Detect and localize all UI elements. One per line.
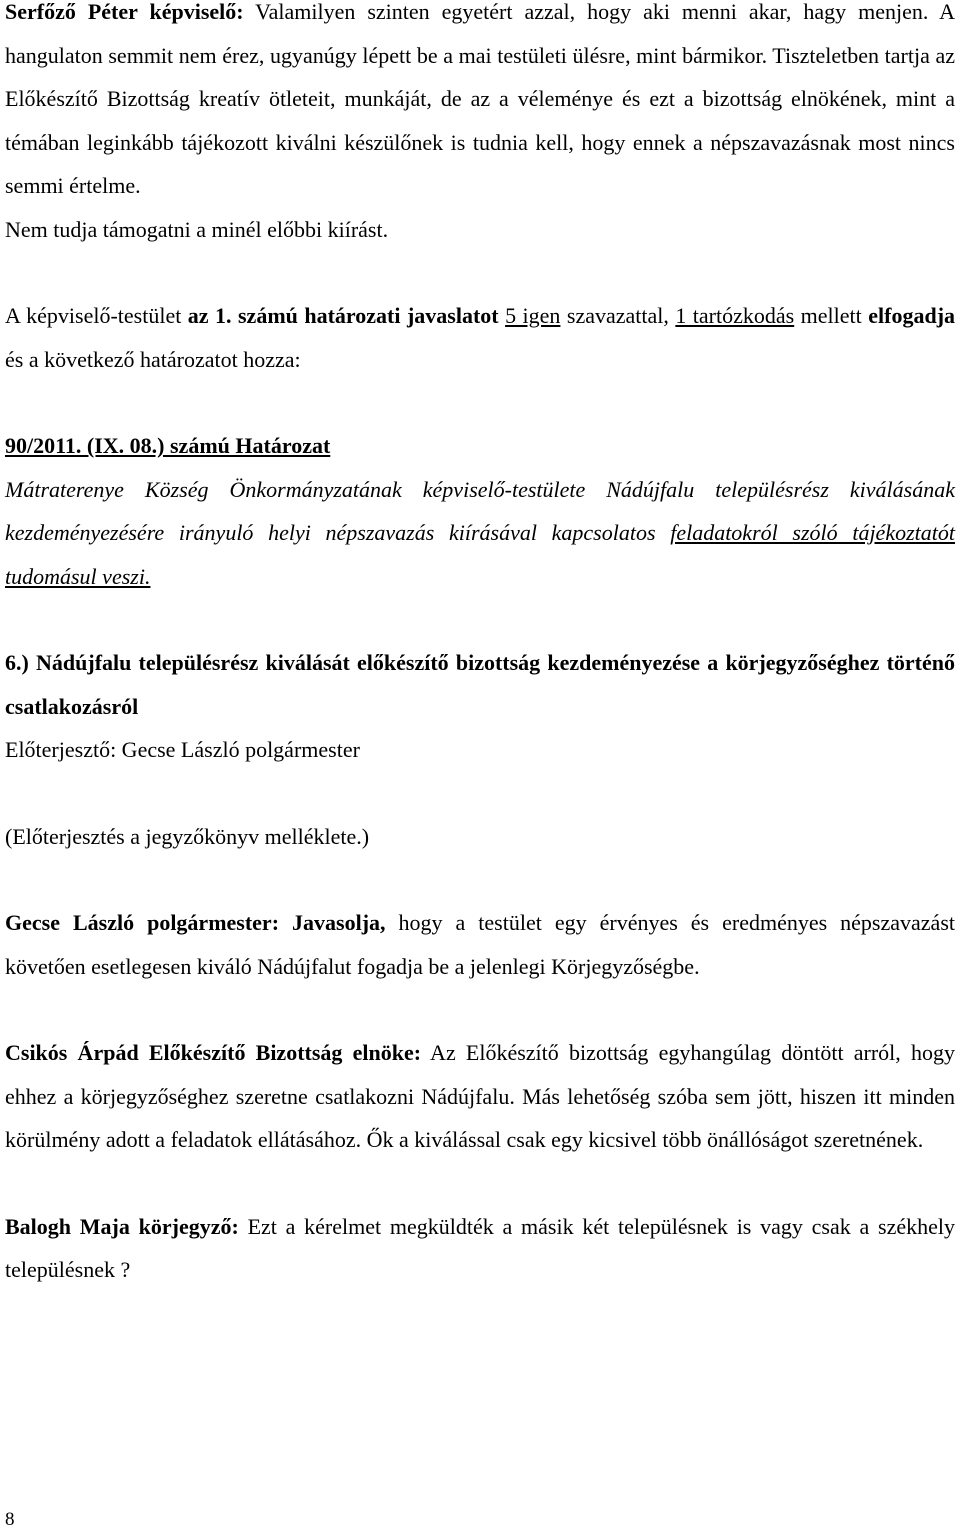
vote-text: A képviselő-testület xyxy=(5,303,188,328)
resolution-title-text: 90/2011. (IX. 08.) számú Határozat xyxy=(5,433,331,458)
attachment-note: (Előterjesztés a jegyzőkönyv melléklete.) xyxy=(5,823,370,849)
resolution-text xyxy=(5,468,955,599)
speaker-serfozo: Serfőző Péter képviselő: xyxy=(5,0,244,24)
vote-text: mellett xyxy=(794,303,869,328)
vote-text: szavazattal, xyxy=(560,303,676,328)
document-page xyxy=(5,0,955,1292)
speaker-gecse: Gecse László polgármester: Javasolja, xyxy=(5,910,386,935)
vote-abstain-count: 1 tartózkodás xyxy=(675,303,795,328)
paragraph-csikos xyxy=(5,1031,955,1162)
vote-decision: elfogadja xyxy=(868,303,956,328)
speaker-csikos: Csikós Árpád Előkészítő Bizottság elnöke: xyxy=(5,1040,422,1065)
agenda-item-heading xyxy=(5,641,955,728)
paragraph-serfozo xyxy=(5,0,955,208)
paragraph-balogh xyxy=(5,1205,955,1292)
speaker-balogh: Balogh Maja körjegyző: xyxy=(5,1213,239,1239)
resolution-title xyxy=(5,424,955,468)
agenda-item-title: 6.) Nádújfalu településrész kiválását előkészítő bizottság kezdeményezése a körjegyzőséghez történő csatlakozásról xyxy=(5,650,955,719)
paragraph-serfozo-2: Nem tudja támogatni a minél előbbi kiírást. xyxy=(5,216,389,242)
page-number: 8 xyxy=(5,1509,15,1530)
resolution-body-underlined: feladatokról szóló tájékoztatót tudomásul veszi. xyxy=(5,520,955,589)
vote-text: és a következő határozatot hozza: xyxy=(5,346,301,372)
paragraph-gecse xyxy=(5,901,955,988)
vote-paragraph xyxy=(5,294,955,381)
paragraph-text: hogy a testület egy érvényes és eredményes népszavazást követően esetlegesen kiváló Nádújfalut fogadja be a jelenlegi Körjegyzőségbe. xyxy=(5,910,955,979)
paragraph-text: Ezt a kérelmet megküldték a másik két településnek is vagy csak a székhely településnek ? xyxy=(5,1213,955,1282)
paragraph-text: Valamilyen szinten egyetért azzal, hogy aki menni akar, hagy menjen. A hangulaton semmit nem érez, ugyanúgy lépett be a mai testületi ülésre, mint bármikor. Tiszteletben tartja az Előkészítő Bizottság kreatív ötleteit, munkáját, de az a véleménye és ezt a bizottság elnökének, mint a témában leginkább tájékozott kiválni készülőnek is tudnia kell, hogy ennek a népszavazásnak most nincs semmi értelme. xyxy=(5,0,955,198)
paragraph-text: Az Előkészítő bizottság egyhangúlag döntött arról, hogy ehhez a körjegyzőséghez szeretne csatlakozni Nádújfalu. Más lehetőség szóba sem jött, hiszen itt minden körülmény adott a feladatok ellátásához. Ők a kiválással csak egy kicsivel több önállóságot szeretnének. xyxy=(5,1040,955,1152)
presenter-line: Előterjesztő: Gecse László polgármester xyxy=(5,737,360,762)
resolution-body: Mátraterenye Község Önkormányzatának képviselő-testülete Nádújfalu településrész kiválásának kezdeményezésére irányuló helyi népszavazás kiírásával kapcsolatos xyxy=(5,476,955,545)
vote-yes-count: 5 igen xyxy=(505,303,561,328)
vote-proposal: az 1. számú határozati javaslatot xyxy=(187,303,499,328)
